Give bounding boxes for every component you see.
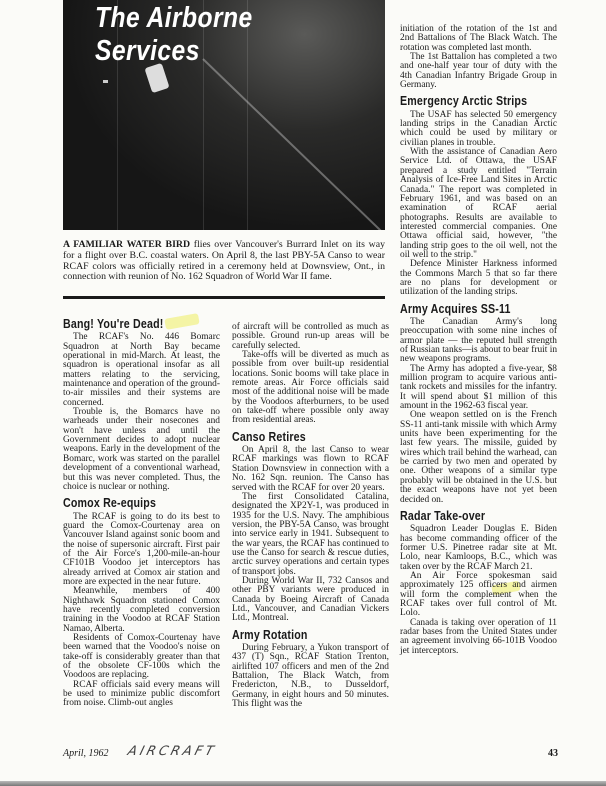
page-number: 43: [548, 748, 558, 759]
paragraph: An Air Force spokesman said approximately 125 officers and airmen will form the complement when the RCAF takes over full control of Mt. Lolo.: [400, 570, 557, 619]
paragraph: On April 8, the last Canso to wear RCAF markings was flown to RCAF Station Downsview in connection with a No. 162 Sqn. reunion. The Canso has served with the RCAF for over 20 years.: [232, 445, 389, 493]
paragraph: Trouble is, the Bomarcs have no warheads under their nosecones and won't have unless and until the Government decides to adopt nuclear weapons. Early in the development of the Bomarc, work was started on the parallel development of a conventional warhead, but this was never completed. Thus, the choice is nuclear or nothing.: [63, 407, 220, 492]
paragraph: With the assistance of Canadian Aero Service Ltd. of Ottawa, the USAF prepared a study entitled "Terrain Analysis of Ice-Free Land Sites in Arctic Canada." The report was completed in February 1961, and was based on an examination of RCAF aerial photographs. Results are available to interested commercial companies. One Ottawa official said, however, "the landing strip goes to the oil well, not the oil well to the strip.": [400, 147, 557, 260]
paragraph: The USAF has selected 50 emergency landing strips in the Canadian Arctic which could be used by military or civilian planes in trouble.: [400, 109, 557, 148]
contrail: [202, 58, 383, 230]
paragraph: Meanwhile, members of 400 Nighthawk Squadron stationed Comox have recently completed conversion training in the Voodoo at RCAF Station Namao, Alberta.: [63, 586, 220, 634]
paragraph: The Canadian Army's long preoccupation with some nine inches of armor plate — the reputed hull strength of Russian tanks—is about to bear fruit in new weapons programs.: [400, 316, 558, 365]
paragraph: The RCAF's No. 446 Bomarc Squadron at North Bay became operational in mid-March. At least, the squadron is operational insofar as all matters relating to the servicing, maintenance and operation of the ground-to-air missiles and their systems are concerned.: [63, 332, 220, 408]
paragraph: Squadron Leader Douglas E. Biden has become commanding officer of the former U.S. Pinetree radar site at Mt. Lolo, near Kamloops, B.C., which was taken over by the RCAF March 21.: [400, 524, 557, 572]
heading-emergency-arctic-strips: Emergency Arctic Strips: [400, 93, 528, 109]
heading-army-acquires-ss11: Army Acquires SS-11: [400, 300, 511, 316]
heading-comox-re-equips: Comox Re-equips: [63, 495, 157, 511]
heading-canso-retires: Canso Retires: [232, 428, 306, 444]
column-3: [400, 25, 557, 656]
paragraph: Take-offs will be diverted as much as possible from over built-up residential locations. Sonic booms will take place in remote areas. Air Force officials said most of the additional noise will be made by the Voodoos afterburners, to be used on take-off where possible only away from residential areas.: [232, 350, 389, 426]
paragraph: of aircraft will be controlled as much as possible. Ground run-up areas will be carefully selected.: [232, 322, 389, 351]
column-2: [232, 323, 389, 709]
paragraph: The first Consolidated Catalina, designated the XP2Y-1, was produced in 1935 for the U.S. Navy. The amphibious version, the PBY-5A Canso, was brought into service early in 1941. Subsequent to the war years, the RCAF has continued to use the Canso for search & rescue duties, arctic survey operations and certain types of transport jobs.: [232, 491, 389, 577]
divider: [63, 296, 385, 299]
scan-edge: [0, 781, 606, 786]
paragraph: During February, a Yukon transport of 437 (T) Sqn., RCAF Station Trenton, airlifted 107 officers and men of the 2nd Battalion, The Black Watch, from Fredericton, N.B., to Dusseldorf, Germany, in eight hours and 50 minutes. This flight was the: [232, 643, 389, 710]
paragraph: Defence Minister Harkness informed the Commons March 5 that so far there are no plans for development or utilization of the landing strips.: [400, 259, 557, 298]
header-photo: [63, 0, 385, 230]
paragraph: The RCAF is going to do its best to guard the Comox-Courtenay area on Vancouver Island against sonic boom and the noise of supersonic aircraft. First pair of the Air Force's 1,200-mile-an-hour CF101B Voodoo jet interceptors has already arrived at Comox air station and more are expected in the near future.: [63, 511, 220, 587]
heading-bang-youre-dead: Bang! You're Dead!: [63, 316, 164, 331]
paragraph: initiation of the rotation of the 1st and 2nd Battalions of The Black Watch. The rotation was completed last month.: [400, 24, 557, 53]
heading-radar-take-over: Radar Take-over: [400, 507, 486, 523]
paragraph: During World War II, 732 Cansos and other PBY variants were produced in Canada by Boeing Aircraft of Canada Ltd., Vancouver, and Canadian Vickers Ltd., Montreal.: [232, 575, 389, 624]
paragraph: RCAF officials said every means will be used to minimize public discomfort from noise. Climb-out angles: [63, 679, 220, 709]
page-title: The Airborne Services: [95, 2, 253, 67]
caption-lead: A FAMILIAR WATER BIRD: [63, 239, 191, 250]
caption-text: flies over Vancouver's Burrard Inlet on its way for a flight over B.C. coastal waters. On April 8, the last PBY-5A Canso to wear RCAF colors was officially retired in a ceremony held at Downsview, Ont., in connection with reunion of No. 162 Squadron of World War II fame.: [63, 239, 385, 283]
paragraph: The Army has adopted a five-year, $8 million program to acquire various anti-tank rockets and missiles for the infantry. It will spend about $1 million of this amount in the 1962-63 fiscal year.: [400, 363, 557, 412]
paragraph: Residents of Comox-Courtenay have been warned that the Voodoo's noise on take-off is considerably greater than that of the obsolete CF-100s which the Voodoos are replacing.: [63, 633, 220, 681]
photo-caption: [63, 240, 385, 283]
issue-date: April, 1962: [63, 748, 109, 759]
paragraph: Canada is taking over operation of 11 radar bases from the United States under an agreement involving 66-101B Voodoo jet interceptors.: [400, 617, 557, 656]
column-1: [63, 316, 220, 709]
magazine-name-handwritten: AIRCRAFT: [125, 744, 219, 759]
paragraph: One weapon settled on is the French SS-11 anti-tank missile with which Army units have been experimenting for the last few years. The missile, guided by wires which trail behind the warhead, can be carried by two men and operated by one. Other weapons of a similar type probably will be obtained in the U.S. but the exact weapons have not yet been decided on.: [400, 410, 557, 505]
paragraph: The 1st Battalion has completed a two and one-half year tour of duty with the 4th Canadian Infantry Brigade Group in Germany.: [400, 52, 557, 91]
light-speck: [103, 80, 108, 83]
heading-army-rotation: Army Rotation: [232, 626, 308, 642]
